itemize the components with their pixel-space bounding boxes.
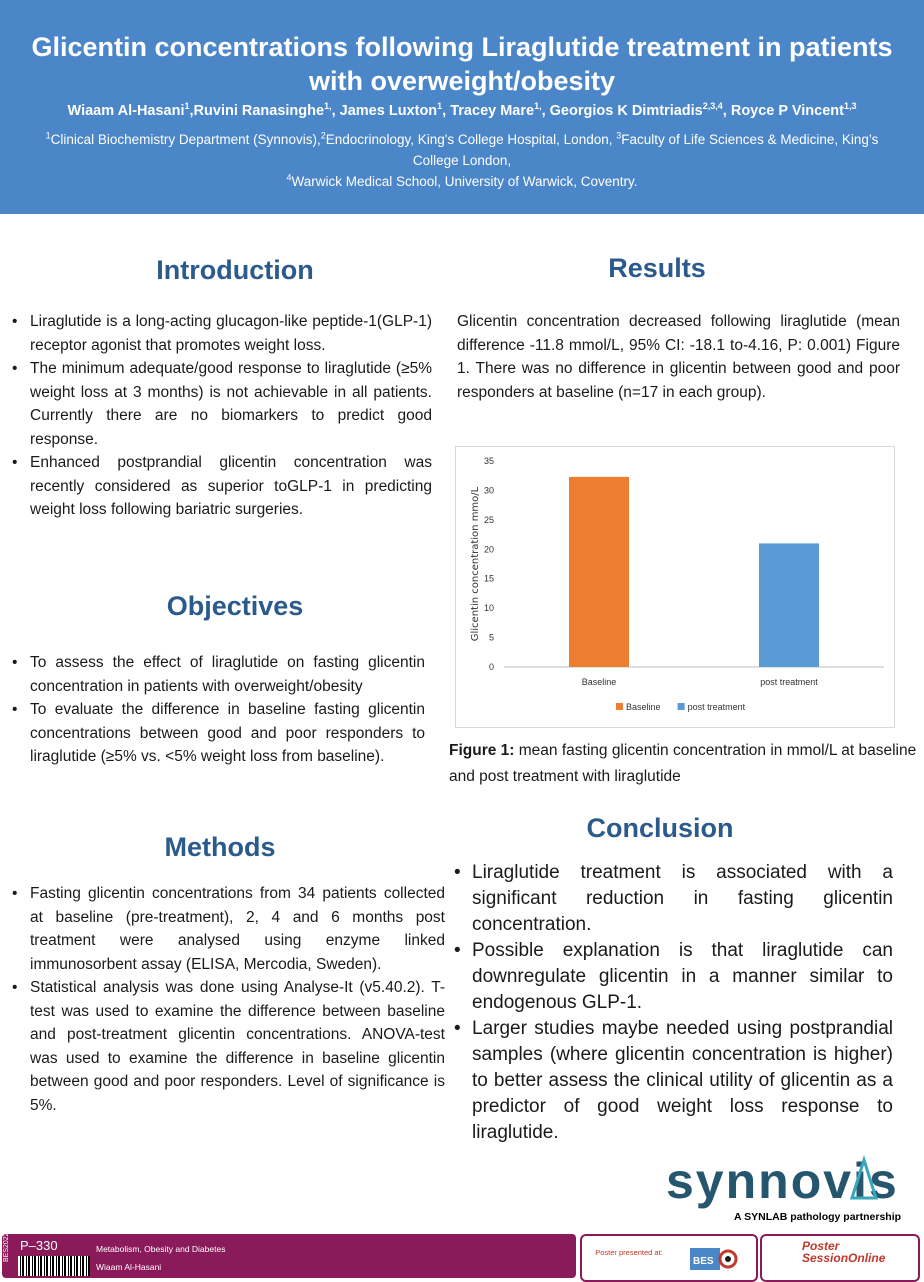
y-tick-label: 15 [483,573,494,584]
bullet-item [452,938,893,1016]
objectives-heading: Objectives [166,591,304,621]
presented-at-label: Poster presented at: [595,1248,663,1257]
affiliations-line-2 [30,171,894,192]
svg-text:BES: BES [693,1256,714,1267]
poster-footer [0,1232,924,1280]
methods-list [10,882,445,1117]
author-name: Ruvini Ranasinghe [193,103,325,119]
affil-text: Warwick Medical School, University of Warwick, Coventry. [291,174,638,189]
poster-code: P–330 [20,1238,58,1253]
bar-chart [456,447,894,727]
bullet-icon: • [12,885,18,902]
poster-title: Glicentin concentrations following Liraglutide treatment in patients with overweight/obesity [31,32,893,96]
pso-line-1: Poster [802,1239,840,1253]
legend-label: Baseline [626,702,661,712]
bullet-item [10,882,445,976]
bar [759,543,819,667]
conclusion-heading: Conclusion [586,813,734,843]
y-tick-label: 25 [483,514,494,525]
poster-session-online-logo [802,1240,885,1264]
results-heading: Results [608,253,706,283]
footer-presenter: Wiaam Al-Hasani [96,1262,162,1272]
bullet-text: Liraglutide is a long-acting glucagon-like peptide-1(GLP-1) receptor agonist that promotes weight loss. [30,313,432,354]
poster-header [0,0,924,214]
legend-swatch [678,703,685,710]
synnovis-logo [664,1150,914,1225]
presented-at-box [580,1234,758,1282]
author-name: Georgios K Dimtriadis [549,103,703,119]
poster-session-online-box [760,1234,920,1282]
x-tick-label: post treatment [760,677,818,687]
bullet-item [10,698,425,769]
bullet-text: Larger studies maybe needed using postprandial samples (where glicentin concentration is higher) to better assess the clinical utility of glicentin as a predictor of good weight loss response to liraglutide. [472,1018,893,1143]
bullet-item [10,451,432,522]
affil-sup: 3 [616,130,622,141]
bullet-item [10,651,425,698]
footer-bar [2,1234,576,1278]
bullet-text: The minimum adequate/good response to liraglutide (≥5% weight loss at 3 months) is not achievable in all patients. Currently there are no biomarkers to predict good response. [30,360,432,448]
author-sup: 1 [184,101,190,112]
bullet-text: Liraglutide treatment is associated with a significant reduction in fasting glicentin concentration. [472,862,893,935]
x-tick-label: Baseline [581,677,617,687]
bullet-icon: • [12,313,18,330]
y-tick-label: 5 [488,632,494,643]
figure-1-caption [449,738,919,790]
figure-1-chart [455,446,895,728]
y-tick-label: 10 [483,603,494,614]
bullet-text: Enhanced postprandial glicentin concentration was recently considered as superior toGLP-1 in predicting weight loss following bariatric surgeries. [30,454,432,518]
bullet-text: Possible explanation is that liraglutide can downregulate glicentin in a manner similar to endogenous GLP-1. [472,940,893,1013]
pso-session: Session [802,1251,849,1265]
bullet-item [10,976,445,1117]
affil-sup: 2 [320,130,326,141]
footer-category: Metabolism, Obesity and Diabetes [96,1244,226,1254]
author-sup: 1 [437,101,443,112]
objectives-list [10,651,425,769]
synnovis-wordmark [664,1150,914,1225]
affil-text: Faculty of Life Sciences & Medicine, King’s College London, [412,132,879,168]
bullet-item [452,1016,893,1146]
author-name: Royce P Vincent [730,103,844,119]
y-tick-label: 30 [483,485,494,496]
affil-sup: 4 [286,172,292,183]
author-sup: 1,3 [843,101,857,112]
pso-online: Online [848,1251,886,1265]
bullet-text: To assess the effect of liraglutide on fasting glicentin concentration in patients with overweight/obesity [30,654,425,695]
bullet-text: Fasting glicentin concentrations from 34 patients collected at baseline (pre-treatment), 2, 4 and 6 months post treatment were analysed using enzyme linked immunosorbent assay (ELISA, Mercodia, Sweden). [30,885,445,973]
affiliations-line-1 [30,129,894,171]
bullet-text: Statistical analysis was done using Analyse-It (v5.40.2). T-test was used to examine the difference between baseline and post-treatment glicentin concentrations. ANOVA-test was used to examine the difference in baseline glicentin between good and poor responders. Level of significance is 5%. [30,979,445,1114]
author-name: James Luxton [339,103,438,119]
introduction-list [10,310,432,522]
bullet-text: To evaluate the difference in baseline fasting glicentin concentrations between good and poor responders to liraglutide (≥5% vs. <5% weight loss from baseline). [30,701,425,765]
affiliations [30,129,894,192]
y-axis-label: Glicentin concentration mmo/L [470,486,481,642]
caption-text: mean fasting glicentin concentration in mmol/L at baseline and post treatment with liraglutide [449,742,917,785]
bullet-icon: • [454,940,461,961]
affil-text: Clinical Biochemistry Department (Synnovis), [50,132,321,147]
bullet-icon: • [12,979,18,996]
bullet-icon: • [12,454,18,471]
caption-label: Figure 1: [449,742,515,759]
results-text: Glicentin concentration decreased following liraglutide (mean difference -11.8 mmol/L, 95% CI: -18.1 to-4.16, P: 0.001) Figure 1. There was no difference in glicentin between good and poor responders at baseline (n=17 in each group). [457,313,900,401]
logo-word: synnovis [666,1153,899,1209]
bullet-icon: • [12,360,18,377]
introduction-heading: Introduction [156,255,314,285]
affil-text: Endocrinology, King's College Hospital, London, [325,132,617,147]
affil-sup: 1 [45,130,51,141]
y-tick-label: 35 [483,456,494,466]
author-sup: 1, [534,101,542,112]
bullet-icon: • [454,862,461,883]
author-name: Wiaam Al-Hasani [67,103,185,119]
barcode-icon [18,1256,90,1276]
bullet-item [452,860,893,938]
y-tick-label: 0 [488,662,494,672]
author-sup: 2,3,4 [702,101,723,112]
y-tick-label: 20 [483,544,494,555]
author-name: Tracey Mare [450,103,535,119]
bullet-item [10,310,432,357]
bullet-icon: • [12,654,18,671]
author-list: Wiaam Al-Hasani$^1$,Ruvini Ranasinghe$^{1,}$, James Luxton$^1$, Tracey Mare$^{1,}$, Georgios K Dimtriadis$^{2,3,4}$, Royce P Vincent$^{1,3}$ [67,101,857,119]
bullet-item [10,357,432,451]
footer-year: BES2022 [3,1232,10,1262]
author-sup: 1, [324,101,332,112]
bullet-icon: • [454,1018,461,1039]
legend-swatch [616,703,623,710]
methods-heading: Methods [164,832,276,862]
logo-tagline: A SYNLAB pathology partnership [734,1211,902,1223]
bes-logo-icon [690,1244,738,1274]
pso-line-2 [802,1252,885,1264]
conclusion-list [452,860,893,1146]
legend-label: post treatment [687,702,746,712]
bar [569,477,629,667]
bullet-icon: • [12,701,18,718]
